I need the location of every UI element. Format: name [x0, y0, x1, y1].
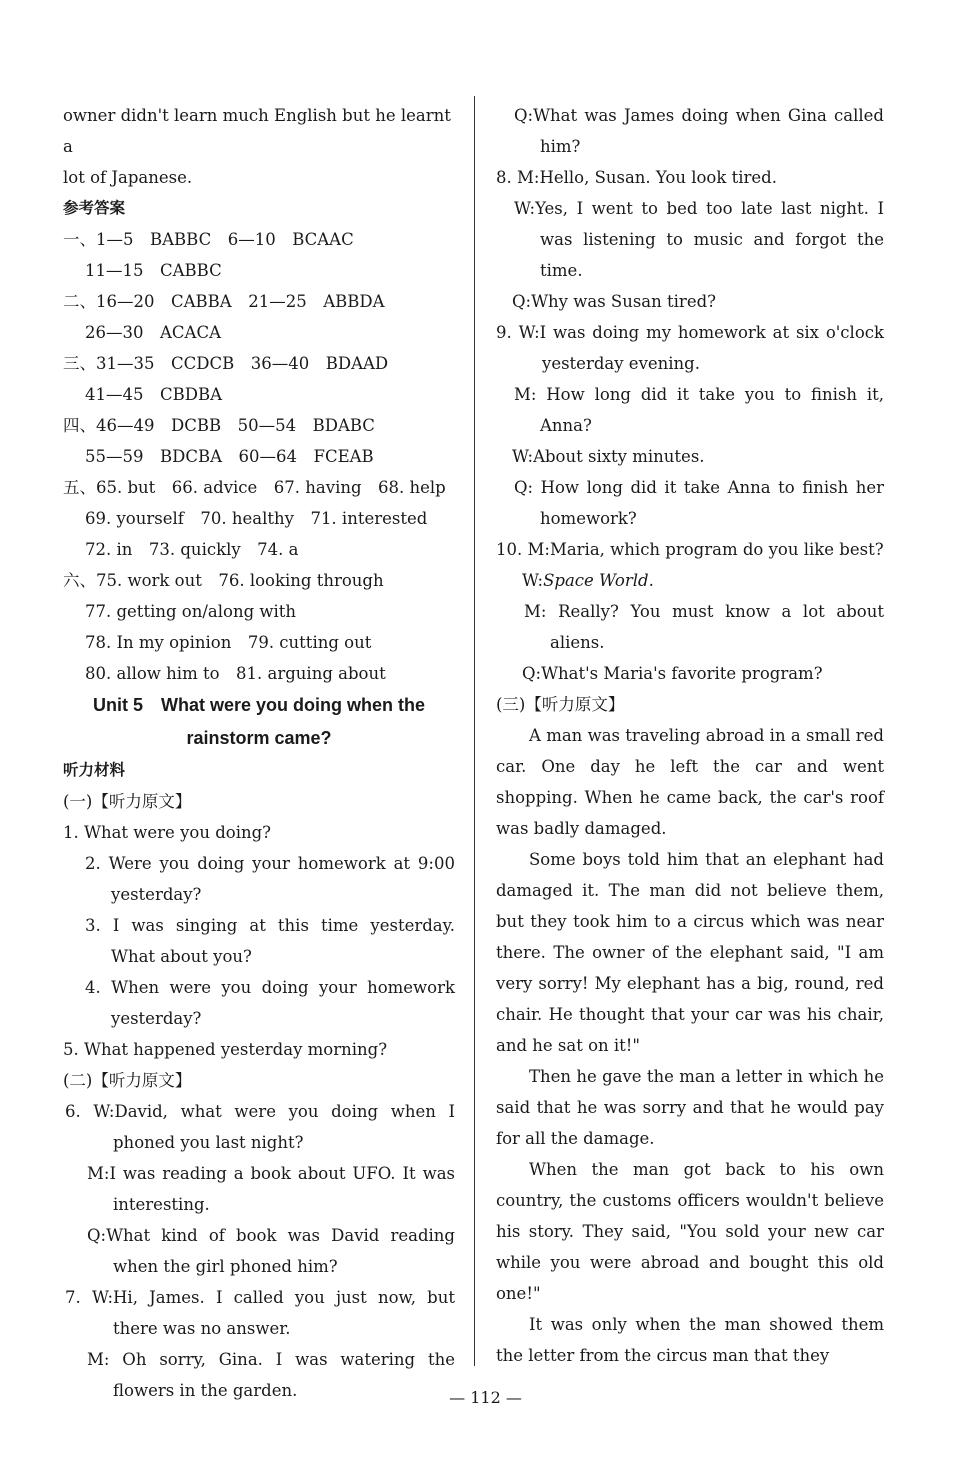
answer-line: 四、46—49 DCBB 50—54 BDABC [63, 416, 375, 435]
answer-line: 78. In my opinion 79. cutting out [85, 633, 372, 652]
dialogue-line: 9. W:I was doing my homework at six o'clock yesterday evening. [496, 323, 884, 373]
dialogue-line: W:About sixty minutes. [512, 447, 705, 466]
dialogue-line: 6. W:David, what were you doing when I phoned you last night? [65, 1102, 455, 1152]
dialogue-line: M: How long did it take you to finish it, Anna? [514, 385, 884, 435]
dialogue-line [496, 565, 884, 596]
dialogue-line: M: Oh sorry, Gina. I was watering the flowers in the garden. [87, 1350, 455, 1400]
dialogue-line: 10. M:Maria, which program do you like best? [496, 540, 884, 559]
dialogue-line: Q: How long did it take Anna to finish her homework? [514, 478, 884, 528]
question-line: 3. I was singing at this time yesterday. What about you? [85, 916, 455, 966]
answer-line: 三、31—35 CCDCB 36—40 BDAAD [63, 354, 389, 373]
dialogue-line: 7. W:Hi, James. I called you just now, but there was no answer. [65, 1288, 455, 1338]
dialogue-line: M: Really? You must know a lot about aliens. [524, 602, 884, 652]
listening-heading: 听力材料 [63, 761, 126, 779]
question-line: 4. When were you doing your homework yesterday? [85, 978, 455, 1028]
answer-line: 80. allow him to 81. arguing about [85, 664, 386, 683]
section-heading: (三)【听力原文】 [496, 695, 625, 714]
dialogue-line: Q:What's Maria's favorite program? [522, 664, 823, 683]
dialogue-line: Q:What kind of book was David reading when the girl phoned him? [87, 1226, 455, 1276]
answer-line: 二、16—20 CABBA 21—25 ABBDA [63, 292, 385, 311]
punct: . [648, 571, 654, 590]
answer-line: 11—15 CABBC [85, 261, 222, 280]
question-line: 5. What happened yesterday morning? [63, 1040, 388, 1059]
column-divider [474, 96, 475, 1366]
unit-title: Unit 5 What were you doing when the [92, 695, 425, 715]
answer-line: 六、75. work out 76. looking through [63, 571, 384, 590]
text-line: lot of Japanese. [63, 168, 193, 187]
answer-line: 26—30 ACACA [85, 323, 221, 342]
question-line: 2. Were you doing your homework at 9:00 yesterday? [85, 854, 455, 904]
answer-line: 72. in 73. quickly 74. a [85, 540, 299, 559]
passage-paragraph: Some boys told him that an elephant had damaged it. The man did not believe them, but they took him to a circus which was near there. The owner of the elephant said, "I am very sorry! My elephant has a big, round, red chair. He thought that your car was his chair, and he sat on it!" [496, 850, 884, 1055]
answer-line: 五、65. but 66. advice 67. having 68. help [63, 478, 446, 497]
answer-line: 41—45 CBDBA [85, 385, 223, 404]
dialogue-line: M:I was reading a book about UFO. It was interesting. [87, 1164, 455, 1214]
passage-paragraph: When the man got back to his own country, the customs officers wouldn't believe his story. They said, "You sold your new car while you were abroad and bought this old one!" [496, 1160, 884, 1303]
section-heading: (二)【听力原文】 [63, 1071, 192, 1090]
dialogue-line: 8. M:Hello, Susan. You look tired. [496, 168, 777, 187]
dialogue-line: Q:Why was Susan tired? [512, 292, 716, 311]
passage-paragraph: Then he gave the man a letter in which he said that he was sorry and that he would pay for all the damage. [496, 1067, 884, 1148]
dialogue-line: Q:What was James doing when Gina called him? [514, 106, 884, 156]
left-column [63, 100, 455, 1406]
passage-paragraph: A man was traveling abroad in a small red car. One day he left the car and went shopping. When he came back, the car's roof was badly damaged. [496, 726, 884, 838]
unit-title-cont: rainstorm came? [186, 728, 332, 748]
answer-line: 一、1—5 BABBC 6—10 BCAAC [63, 230, 354, 249]
passage-paragraph: It was only when the man showed them the letter from the circus man that they [496, 1315, 884, 1365]
answers-heading: 参考答案 [63, 199, 126, 217]
page-number: — 112 — [449, 1388, 522, 1407]
program-title: Space World [543, 571, 649, 590]
answer-line: 55—59 BDCBA 60—64 FCEAB [85, 447, 374, 466]
answer-line: 77. getting on/along with [85, 602, 297, 621]
right-column [496, 100, 884, 1371]
section-heading: (一)【听力原文】 [63, 792, 192, 811]
text-line: owner didn't learn much English but he learnt a [63, 106, 451, 156]
dialogue-line: W:Yes, I went to bed too late last night. I was listening to music and forgot the time. [514, 199, 884, 280]
answer-line: 69. yourself 70. healthy 71. interested [85, 509, 428, 528]
question-line: 1. What were you doing? [63, 823, 272, 842]
speaker: W: [522, 571, 544, 590]
